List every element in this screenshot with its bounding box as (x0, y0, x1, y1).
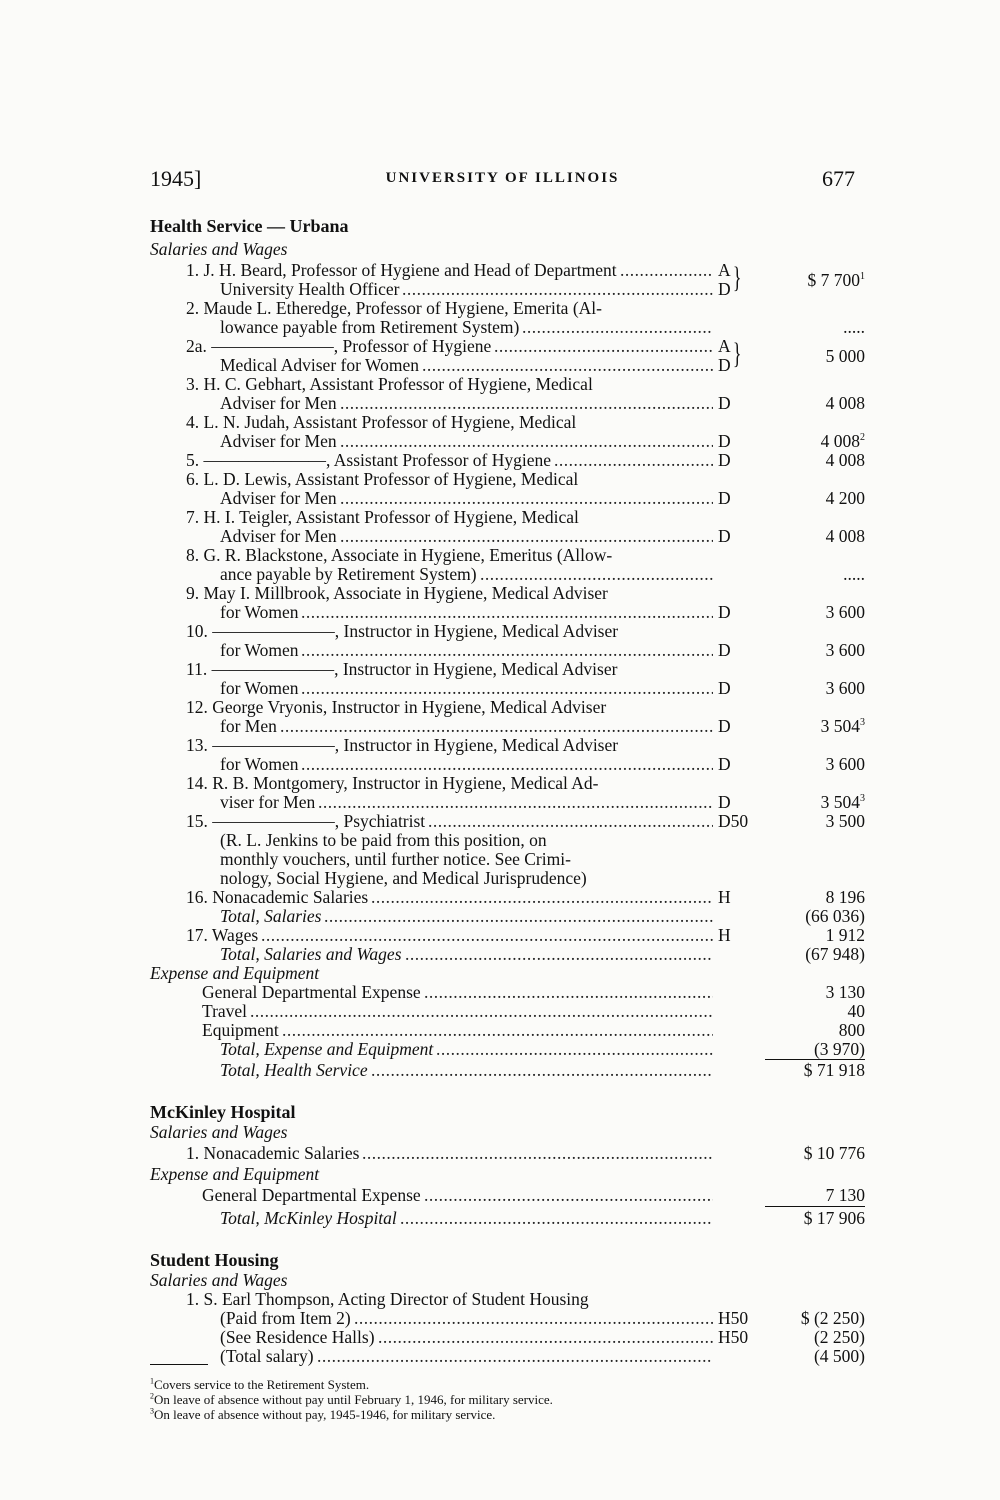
expense-line-1 (150, 1002, 865, 1021)
dot-leader (340, 527, 713, 546)
budget-code: D (718, 355, 731, 375)
amount (814, 1347, 865, 1366)
salaries-heading (150, 238, 865, 261)
staff-entry: 11. ———————, Instructor in Hygiene, Medical Adviser (186, 659, 618, 679)
budget-code: D (718, 716, 731, 736)
amount (848, 1002, 866, 1021)
budget-code: D (718, 602, 731, 622)
dot-leader (405, 945, 713, 964)
amount (801, 1309, 865, 1328)
staff-line-6-cont (150, 489, 865, 508)
amount-value: 8 196 (825, 887, 865, 907)
staff-entry: 6. L. D. Lewis, Assistant Professor of Hygiene, Medical (186, 469, 579, 489)
amount-value: 3 504 (820, 792, 860, 812)
section-title-health (150, 215, 865, 238)
budget-code: D (718, 393, 731, 413)
budget-code: H50 (718, 1308, 749, 1328)
section-title: Health Service — Urbana (150, 216, 349, 236)
total-health-line (150, 1059, 865, 1082)
amount (826, 527, 865, 546)
budget-code: A (718, 336, 731, 356)
dot-leader (424, 1184, 713, 1207)
budget-code: A (718, 260, 731, 280)
housing-item-2 (150, 1347, 865, 1366)
amount (804, 1142, 865, 1165)
item-label: 1. Nonacademic Salaries (186, 1143, 360, 1163)
amount-value: 1 912 (825, 925, 865, 945)
footnote-mark: 2 (150, 1391, 154, 1401)
staff-entry: 9. May I. Millbrook, Associate in Hygiene, Medical Adviser (186, 583, 608, 603)
footnote-text: On leave of absence without pay, 1945-1946, for military service. (154, 1407, 496, 1422)
budget-code: D (718, 279, 731, 299)
amount (826, 888, 865, 907)
amount-value: 4 008 (825, 393, 865, 413)
amount-value: ..... (843, 317, 865, 337)
staff-entry: 2a. ———————, Professor of Hygiene (186, 336, 492, 356)
mckinley-expense-line (150, 1184, 865, 1207)
amount-value: 4 008 (825, 450, 865, 470)
staff-line-3-cont (150, 394, 865, 413)
section-title: Student Housing (150, 1250, 279, 1270)
amount-value: 3 504 (820, 716, 860, 736)
total-label: Total, Health Service (220, 1060, 368, 1080)
staff-line-6 (150, 470, 865, 489)
mckinley-total-line (150, 1207, 865, 1230)
footnote-rule (150, 1364, 208, 1365)
amount (843, 565, 865, 584)
item-label: 16. Nonacademic Salaries (186, 887, 369, 907)
brace: } (732, 337, 742, 370)
footnote-3 (150, 1407, 865, 1422)
spacer-2 (150, 1230, 865, 1249)
dot-leader (340, 432, 713, 451)
staff-line-12-cont (150, 717, 865, 736)
dot-leader (371, 1059, 713, 1082)
expense-line-0 (150, 983, 865, 1002)
note-line-1 (150, 850, 865, 869)
footnotes (150, 1377, 865, 1422)
amount-value: (2 250) (813, 1327, 865, 1347)
staff-line-2-cont (150, 356, 865, 375)
footnote-mark: 3 (860, 717, 865, 729)
total-label: Total, Expense and Equipment (220, 1039, 434, 1059)
staff-entry-cont: for Women (220, 640, 299, 660)
item-label: (Total salary) (220, 1346, 314, 1366)
staff-entry-cont: Adviser for Men (220, 393, 337, 413)
dot-leader (250, 1002, 713, 1021)
footnote-mark: 1 (150, 1376, 154, 1386)
amount (805, 907, 865, 926)
header-year: 1945] (150, 166, 202, 191)
staff-entry: 4. L. N. Judah, Assistant Professor of Hygiene, Medical (186, 412, 577, 432)
staff-entry-cont: ance payable by Retirement System) (220, 564, 477, 584)
amount-value: $ 10 776 (803, 1143, 865, 1163)
amount (804, 1059, 865, 1082)
staff-line-13-cont (150, 755, 865, 774)
total-salaries-line (150, 907, 865, 926)
section-title-mckinley (150, 1101, 865, 1123)
housing-salaries-heading (150, 1271, 865, 1290)
mckinley-salaries-heading (150, 1123, 865, 1142)
amount-value: (3 970) (813, 1039, 865, 1059)
budget-code: H50 (718, 1327, 749, 1347)
staff-line-13 (150, 736, 865, 755)
budget-code: D50 (718, 811, 749, 831)
budget-code: D (718, 431, 731, 451)
amount (826, 1184, 865, 1207)
amount (843, 318, 865, 337)
staff-line-11 (150, 660, 865, 679)
note-line-2 (150, 869, 865, 888)
staff-entry-cont: for Women (220, 678, 299, 698)
staff-entry-cont: viser for Men (220, 792, 316, 812)
dot-leader (494, 337, 713, 356)
amount-value: ..... (843, 564, 865, 584)
amount-value: $ 17 906 (803, 1208, 865, 1228)
amount-value: (4 500) (813, 1346, 865, 1366)
dot-leader (378, 1328, 713, 1347)
budget-code: D (718, 526, 731, 546)
staff-entry-cont: lowance payable from Retirement System) (220, 317, 520, 337)
staff-entry: 1. S. Earl Thompson, Acting Director of Student Housing (186, 1289, 589, 1309)
dot-leader (324, 907, 713, 926)
amount (826, 394, 865, 413)
staff-line-10-cont (150, 641, 865, 660)
subheading: Salaries and Wages (150, 1122, 288, 1142)
amount (826, 812, 865, 831)
expense-line-2 (150, 1021, 865, 1040)
mckinley-nonacademic-line (150, 1142, 865, 1165)
staff-entry: 15. ———————, Psychiatrist (186, 811, 426, 831)
staff-entry-cont: for Women (220, 754, 299, 774)
footnote-2 (150, 1392, 865, 1407)
staff-entry: 5. ———————, Assistant Professor of Hygiene (186, 450, 552, 470)
spacer-1 (150, 1082, 865, 1101)
housing-item-1 (150, 1328, 865, 1347)
amount-value: (66 036) (805, 906, 865, 926)
subheading: Salaries and Wages (150, 239, 288, 259)
housing-item-0 (150, 1309, 865, 1328)
amount (814, 1328, 865, 1347)
dot-leader (371, 888, 713, 907)
section-title: McKinley Hospital (150, 1102, 296, 1122)
total-ee-line (150, 1040, 865, 1059)
item-label: (See Residence Halls) (220, 1327, 375, 1347)
staff-line-7-cont (150, 527, 865, 546)
amount (826, 641, 865, 660)
staff-entry-cont: for Men (220, 716, 277, 736)
staff-line-14 (150, 774, 865, 793)
item-label: 17. Wages (186, 925, 259, 945)
brace: } (732, 261, 742, 294)
amount-value: 3 600 (825, 678, 865, 698)
staff-entry-cont: University Health Officer (220, 279, 400, 299)
amount (804, 1207, 865, 1230)
dot-leader (436, 1040, 713, 1059)
dot-leader (317, 1347, 713, 1366)
footnote-mark: 3 (860, 793, 865, 805)
expense-label: General Departmental Expense (202, 982, 421, 1002)
amount-value: 800 (838, 1020, 865, 1040)
amount (826, 983, 865, 1002)
amount (821, 793, 865, 812)
dot-leader (301, 679, 713, 698)
dot-leader (428, 812, 713, 831)
amount-value: 4 008 (825, 526, 865, 546)
subheading: Expense and Equipment (150, 963, 320, 983)
dot-leader (280, 717, 713, 736)
amount (826, 926, 865, 945)
subheading: Expense and Equipment (150, 1164, 320, 1184)
amount (826, 755, 865, 774)
dot-leader (554, 451, 713, 470)
dot-leader (318, 793, 713, 812)
total-sw-line (150, 945, 865, 964)
wages-line (150, 926, 865, 945)
staff-entry: 13. ———————, Instructor in Hygiene, Medical Adviser (186, 735, 619, 755)
footnote-mark: 1 (860, 271, 865, 283)
amount (826, 451, 865, 470)
dot-leader (620, 261, 713, 280)
staff-line-7 (150, 508, 865, 527)
nonacademic-line (150, 888, 865, 907)
amount-value: 3 600 (825, 602, 865, 622)
amount (826, 603, 865, 622)
note-text: nology, Social Hygiene, and Medical Jurisprudence) (220, 868, 587, 888)
mckinley-expense-heading (150, 1165, 865, 1184)
total-label: Total, McKinley Hospital (220, 1208, 397, 1228)
staff-entry: 7. H. I. Teigler, Assistant Professor of Hygiene, Medical (186, 507, 579, 527)
budget-code: H (718, 925, 731, 945)
total-label: Total, Salaries and Wages (220, 944, 402, 964)
footnote-text: Covers service to the Retirement System. (154, 1377, 370, 1392)
amount (821, 432, 865, 451)
staff-line-1 (150, 299, 865, 318)
budget-code: H (718, 887, 731, 907)
dot-leader (354, 1309, 713, 1328)
expense-heading (150, 964, 865, 983)
staff-line-15 (150, 812, 865, 831)
amount-value: 3 500 (825, 811, 865, 831)
staff-entry-cont: Adviser for Men (220, 431, 337, 451)
amount-value: 5 000 (825, 346, 865, 366)
staff-entry: 3. H. C. Gebhart, Assistant Professor of Hygiene, Medical (186, 374, 593, 394)
amount (805, 945, 865, 964)
budget-code: D (718, 450, 731, 470)
note-text: (R. L. Jenkins to be paid from this position, on (220, 830, 547, 850)
header-title: UNIVERSITY OF ILLINOIS (385, 170, 620, 186)
page-number: 677 (822, 166, 855, 191)
staff-line-12 (150, 698, 865, 717)
staff-line-11-cont (150, 679, 865, 698)
amount (826, 489, 865, 508)
amount-value: $ 71 918 (803, 1060, 865, 1080)
expense-label: Travel (202, 1001, 248, 1021)
staff-line-8 (150, 546, 865, 565)
dot-leader (301, 755, 713, 774)
amount-value: 40 (847, 1001, 865, 1021)
item-label: (Paid from Item 2) (220, 1308, 351, 1328)
housing-line1 (150, 1290, 865, 1309)
budget-code: D (718, 488, 731, 508)
amount (814, 1040, 865, 1059)
staff-line-9 (150, 584, 865, 603)
amount-value: (67 948) (805, 944, 865, 964)
staff-line-10 (150, 622, 865, 641)
staff-entry-cont: Adviser for Men (220, 526, 337, 546)
amount-value: 4 008 (820, 431, 860, 451)
staff-line-4-cont (150, 432, 865, 451)
staff-line-0-cont (150, 280, 865, 299)
staff-entry-cont: Medical Adviser for Women (220, 355, 419, 375)
dot-leader (362, 1142, 713, 1165)
footnote-text: On leave of absence without pay until February 1, 1946, for military service. (154, 1392, 553, 1407)
budget-body (150, 215, 865, 1366)
staff-entry: 2. Maude L. Etheredge, Professor of Hygiene, Emerita (Al- (186, 298, 602, 318)
note-line-0 (150, 831, 865, 850)
note-text: monthly vouchers, until further notice. See Crimi- (220, 849, 571, 869)
footnote-1 (150, 1377, 865, 1392)
section-title-housing (150, 1249, 865, 1271)
amount (839, 1021, 865, 1040)
budget-code: D (718, 678, 731, 698)
dot-leader (480, 565, 713, 584)
staff-line-3 (150, 375, 865, 394)
amount-value: 3 600 (825, 640, 865, 660)
staff-line-4 (150, 413, 865, 432)
footnote-mark: 2 (860, 432, 865, 444)
staff-entry-cont: for Women (220, 602, 299, 622)
staff-line-9-cont (150, 603, 865, 622)
amount-value: 4 200 (825, 488, 865, 508)
staff-line-1-cont (150, 318, 865, 337)
dot-leader (282, 1021, 713, 1040)
staff-entry: 10. ———————, Instructor in Hygiene, Medical Adviser (186, 621, 619, 641)
staff-entry: 14. R. B. Montgomery, Instructor in Hygiene, Medical Ad- (186, 773, 599, 793)
staff-line-5 (150, 451, 865, 470)
dot-leader (522, 318, 713, 337)
staff-entry-cont: Adviser for Men (220, 488, 337, 508)
amount (821, 717, 865, 736)
total-label: Total, Salaries (220, 906, 322, 926)
budget-code: D (718, 754, 731, 774)
staff-entry: 8. G. R. Blackstone, Associate in Hygiene, Emeritus (Allow- (186, 545, 613, 565)
expense-label: General Departmental Expense (202, 1185, 421, 1205)
budget-code: D (718, 792, 731, 812)
amount-value: 7 130 (825, 1185, 865, 1205)
dot-leader (301, 641, 713, 660)
amount (826, 679, 865, 698)
amount-value: 3 130 (825, 982, 865, 1002)
dot-leader (400, 1207, 713, 1230)
dot-leader (402, 280, 713, 299)
expense-label: Equipment (202, 1020, 279, 1040)
amount-value: 3 600 (825, 754, 865, 774)
budget-code: D (718, 640, 731, 660)
staff-line-14-cont (150, 793, 865, 812)
dot-leader (301, 603, 713, 622)
amount-value: $ 7 700 (807, 270, 860, 290)
staff-line-8-cont (150, 565, 865, 584)
footnote-mark: 3 (150, 1406, 154, 1416)
dot-leader (424, 983, 713, 1002)
dot-leader (340, 489, 713, 508)
staff-entry: 12. George Vryonis, Instructor in Hygiene, Medical Adviser (186, 697, 607, 717)
running-head (150, 160, 855, 194)
subheading: Salaries and Wages (150, 1270, 288, 1290)
dot-leader (422, 356, 713, 375)
dot-leader (340, 394, 713, 413)
amount-value: $ (2 250) (800, 1308, 865, 1328)
staff-entry: 1. J. H. Beard, Professor of Hygiene and Head of Department (186, 260, 617, 280)
dot-leader (261, 926, 713, 945)
